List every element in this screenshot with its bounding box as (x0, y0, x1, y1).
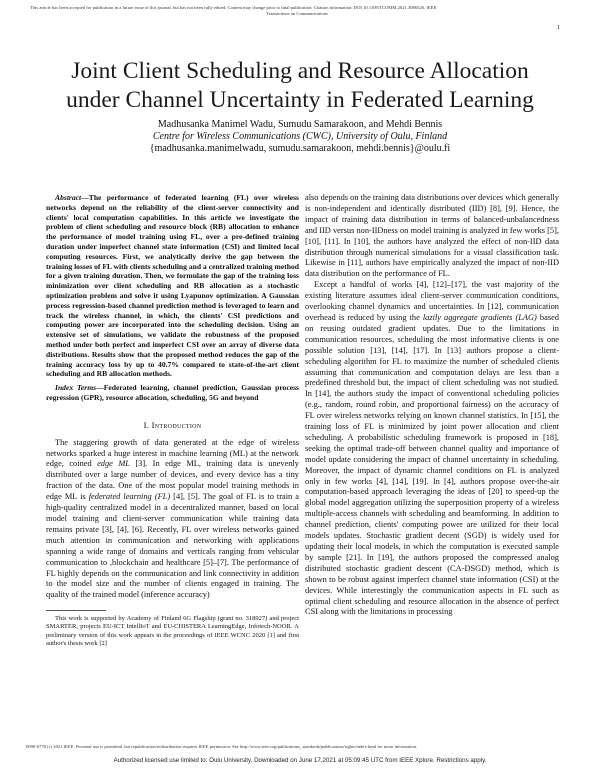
download-notice: Authorized licensed use limited to: Oulu University. Downloaded on June 17,2021 at 05:09:45 UTC from IEEE Xplore. Restrictions apply. (113, 757, 487, 764)
index-terms-text: —Federated learning, channel prediction, Gaussian process regression (GPR), resource allocation, scheduling, 5G and beyond (46, 383, 300, 402)
body-term-lag: lazily aggregate gradients (LAG) (422, 312, 537, 322)
right-column (305, 193, 559, 618)
intro-text-part2: [3]. In edge ML, training data is unevenly distributed over a large number of devices, and every device has a tiny fraction of the data. One of the most popular model training methods in edge ML is (46, 459, 299, 502)
footnote: This work is supported by Academy of Finland 6G Flagship (grant no. 318927) and project SMARTER, projects EU-ICT IntellIoT and EU-CHISTERA LearningEdge, Infotech-NOOR. A preliminary version of this work appears in the proceedings of IEEE WCNC 2020 [1] and first author's thesis work [2] (46, 615, 299, 647)
abstract-text: —The performance of federated learning (FL) over wireless networks depend on the reliability of the client-server connectivity and clients' local computation capabilities. In this article we investigate the problem of client scheduling and resource block (RB) allocation to enhance the performance of model training using FL, over a pre-defined training duration under imperfect channel state information (CSI) and limited local computing resources. First, we analytically derive the gap between the training losses of FL with clients scheduling and a centralized training method for a given training duration. Then, we formulate the gap of the training loss minimization over client scheduling and RB allocation as a stochastic optimization problem and solve it using Lyapunov optimization. A Gaussian process regression-based channel prediction method is leveraged to learn and track the wireless channel, in which, the clients' CSI predictions and computing power are incorporated into the scheduling decision. Using an extensive set of simulations, we validate the robustness of the proposed method under both perfect and imperfect CSI over an array of diverse data distributions. Results show that the proposed method reduces the gap of the training accuracy loss by up to 40.7% compared to state-of-the-art client scheduling and RB allocation methods. (46, 193, 299, 379)
license-footer: 0090-6778 (c) 2021 IEEE. Personal use is permitted, but republication/redistribution requires IEEE permission. See http://www.ieee.org/publications_standards/publications/rights/index.html for more information. (26, 744, 418, 749)
index-terms (46, 383, 299, 403)
body-paragraph-2 (305, 280, 559, 618)
intro-text-part3: [4], [5]. The goal of FL is to train a high-quality centralized model in a decentralized manner, based on local model training and client-server communication while training data remains private [3], [4], [6]. Recently, FL over wireless networks gained much attention in communication and networking with applications spanning a wide range of domains and verticals ranging from vehicular communication to ,blockchain and healthcare [5]–[7]. The performance of FL highly depends on the communication and link connectivity in addition to the model size and the number of clients engaged in training. The quality of the trained model (inference accuracy) (46, 492, 299, 600)
abstract-label: Abstract (55, 193, 82, 202)
body-text-part1: Except a handful of works [4], [12]–[17], the vast majority of the existing literature assumes ideal client-server communication conditions, overlooking channel dynamics and uncertainties. In [12], communication overhead is reduced by using the (305, 280, 559, 322)
body-text-part2: based on reusing outdated gradient updates. Due to the limitations in communication resources, scheduling the most informative clients is one possible solution [13], [14], [17]. In [13] authors propose a client-scheduling algorithm for FL to maximize the number of scheduled clients assuming that communication and computation delays are less than a predefined threshold but, the impact of client scheduling was not studied. In [14], the authors study the impact of conventional scheduling policies (e.g., random, round robin, and proportional fairness) on the accuracy of FL over wireless networks relying on known channel statistics. In [15], the training loss of FL is minimized by joint power allocation and client scheduling. A probabilistic scheduling framework is proposed in [18], seeking the optimal trade-off between channel quality and importance of model update considering the impact of channel uncertainty in scheduling. Moreover, the impact of dynamic channel conditions on FL is analyzed only in few works [4], [14], [19]. In [4], authors propose over-the-air computation-based approach leveraging the ideas of [20] to speed-up the global model aggregation utilizing the superposition property of a wireless multiple-access channels with scheduling and beamforming. In addition to channel prediction, clients' computing power are utilized for their local models updates. Stochastic gradient decent (SGD) is widely used for updating their local models, in which the computation is executed sample by sample [21]. In [19], the authors proposed the compressed analog distributed stochastic gradient descent (CA-DSGD) method, which is shown to be robust against imperfect channel state information (CSI) at the devices. While interestingly the communication aspects in FL such as optimal client scheduling and resource allocation in the absence of perfect CSI along with the limitations in processing (305, 312, 559, 617)
body-paragraph-1: also depends on the training data distributions over devices which generally is non-independent and identically distributed (IID) [8], [9]. Hence, the impact of training data distribution in terms of balanced-unbalancedness and IID versus non-IIDness on model training is analyzed in few works [5], [10], [11]. In [10], the authors have analyzed the effect of non-IID data distribution through numerical simulations for a visual classification task. Likewise in [11], authors have empirically analyzed the impact of non-IID data distribution on the performance of FL. (305, 193, 559, 279)
affiliation: Centre for Wireless Communications (CWC), University of Oulu, Finland (152, 131, 448, 142)
title-line-2: under Channel Uncertainty in Federated Learning (66, 87, 534, 113)
footnote-divider (46, 610, 106, 611)
author-emails: {madhusanka.manimelwadu, sumudu.samarakoon, mehdi.bennis}@oulu.fi (149, 143, 451, 154)
journal-notice-line1: This article has been accepted for publication in a future issue of this journal, but has not been fully edited. Content may change prior to final publication. Citation information: DOI 10.1109/TCOMM.2021.3086526, IEEE (30, 5, 437, 10)
intro-term-federated-learning: federated learning (FL) (88, 492, 171, 502)
index-terms-label: Index Terms (55, 383, 97, 393)
journal-notice-line2: Transactions on Communications (266, 11, 328, 16)
author-list: Madhusanka Manimel Wadu, Sumudu Samarakoon, and Mehdi Bennis (157, 119, 443, 130)
page-number: 1 (557, 25, 560, 31)
intro-term-edge-ml: edge ML (97, 459, 130, 469)
section-heading-introduction: I. Introduction (143, 419, 202, 430)
journal-notice (30, 5, 564, 17)
paper-title (40, 57, 560, 115)
title-line-1: Joint Client Scheduling and Resource Allocation (71, 58, 529, 84)
intro-paragraph (46, 438, 299, 602)
intro-text-part1: The staggering growth of data generated at the edge of wireless networks sparked a huge interest in machine learning (ML) at the network edge, coined (46, 437, 299, 469)
abstract (46, 193, 299, 379)
left-column (46, 193, 299, 648)
